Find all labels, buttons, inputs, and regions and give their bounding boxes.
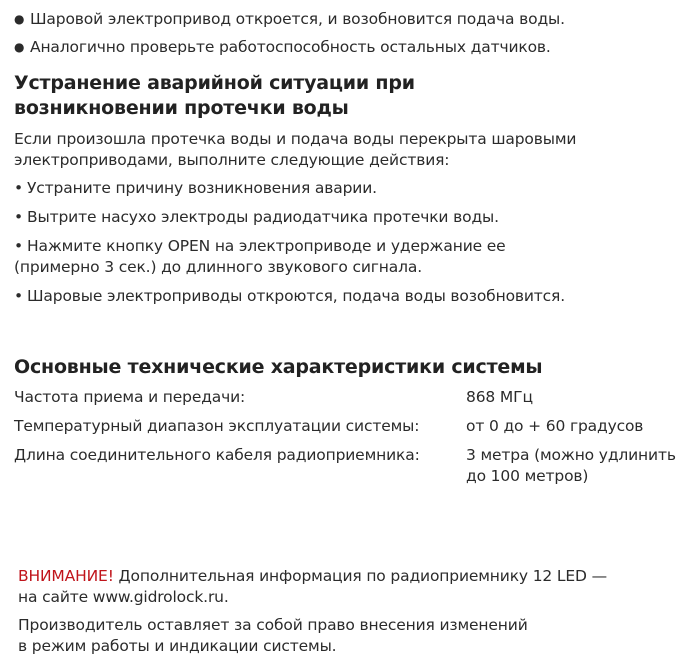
spec-row: [14, 445, 684, 489]
spec-label: Температурный диапазон эксплуатации системы:: [14, 417, 420, 435]
action-bullet-continuation: (примерно 3 сек.) до длинного звукового сигнала.: [14, 258, 423, 276]
section-heading: возникновении протечки воды: [14, 97, 349, 119]
specs-heading: Основные технические характеристики системы: [14, 356, 543, 378]
note-line: в режим работы и индикации системы.: [18, 637, 337, 655]
spec-label: Длина соединительного кабеля радиоприемника:: [14, 446, 420, 464]
action-bullet: • Вытрите насухо электроды радиодатчика протечки воды.: [14, 206, 499, 228]
paragraph-line: Если произошла протечка воды и подача воды перекрыта шаровыми: [14, 130, 577, 148]
warning-line: на сайте www.gidrolock.ru.: [18, 588, 229, 606]
spec-row: [14, 387, 684, 409]
warning-text: Дополнительная информация по радиоприемнику 12 LED —: [113, 567, 607, 585]
spec-label: Частота приема и передачи:: [14, 388, 246, 406]
spec-value: 3 метра (можно удлинить до 100 метров): [466, 446, 676, 485]
note-line: Производитель оставляет за собой право внесения изменений: [18, 616, 528, 634]
action-bullet: • Нажмите кнопку OPEN на электроприводе и удержание ее: [14, 235, 506, 257]
action-bullet: • Устраните причину возникновения аварии.: [14, 177, 377, 199]
paragraph-line: электроприводами, выполните следующие действия:: [14, 151, 450, 169]
spec-row: [14, 416, 684, 438]
action-bullet: • Шаровые электроприводы откроются, подача воды возобновится.: [14, 285, 565, 307]
intro-bullet: ● Шаровой электропривод откроется, и возобновится подача воды.: [14, 8, 565, 30]
warning-line: [18, 565, 607, 587]
spec-value: 868 МГц: [466, 388, 533, 406]
warning-label: ВНИМАНИЕ!: [18, 567, 114, 585]
section-heading: Устранение аварийной ситуации при: [14, 72, 415, 94]
intro-bullet: ● Аналогично проверьте работоспособность остальных датчиков.: [14, 36, 551, 58]
spec-value: от 0 до + 60 градусов: [466, 417, 644, 435]
